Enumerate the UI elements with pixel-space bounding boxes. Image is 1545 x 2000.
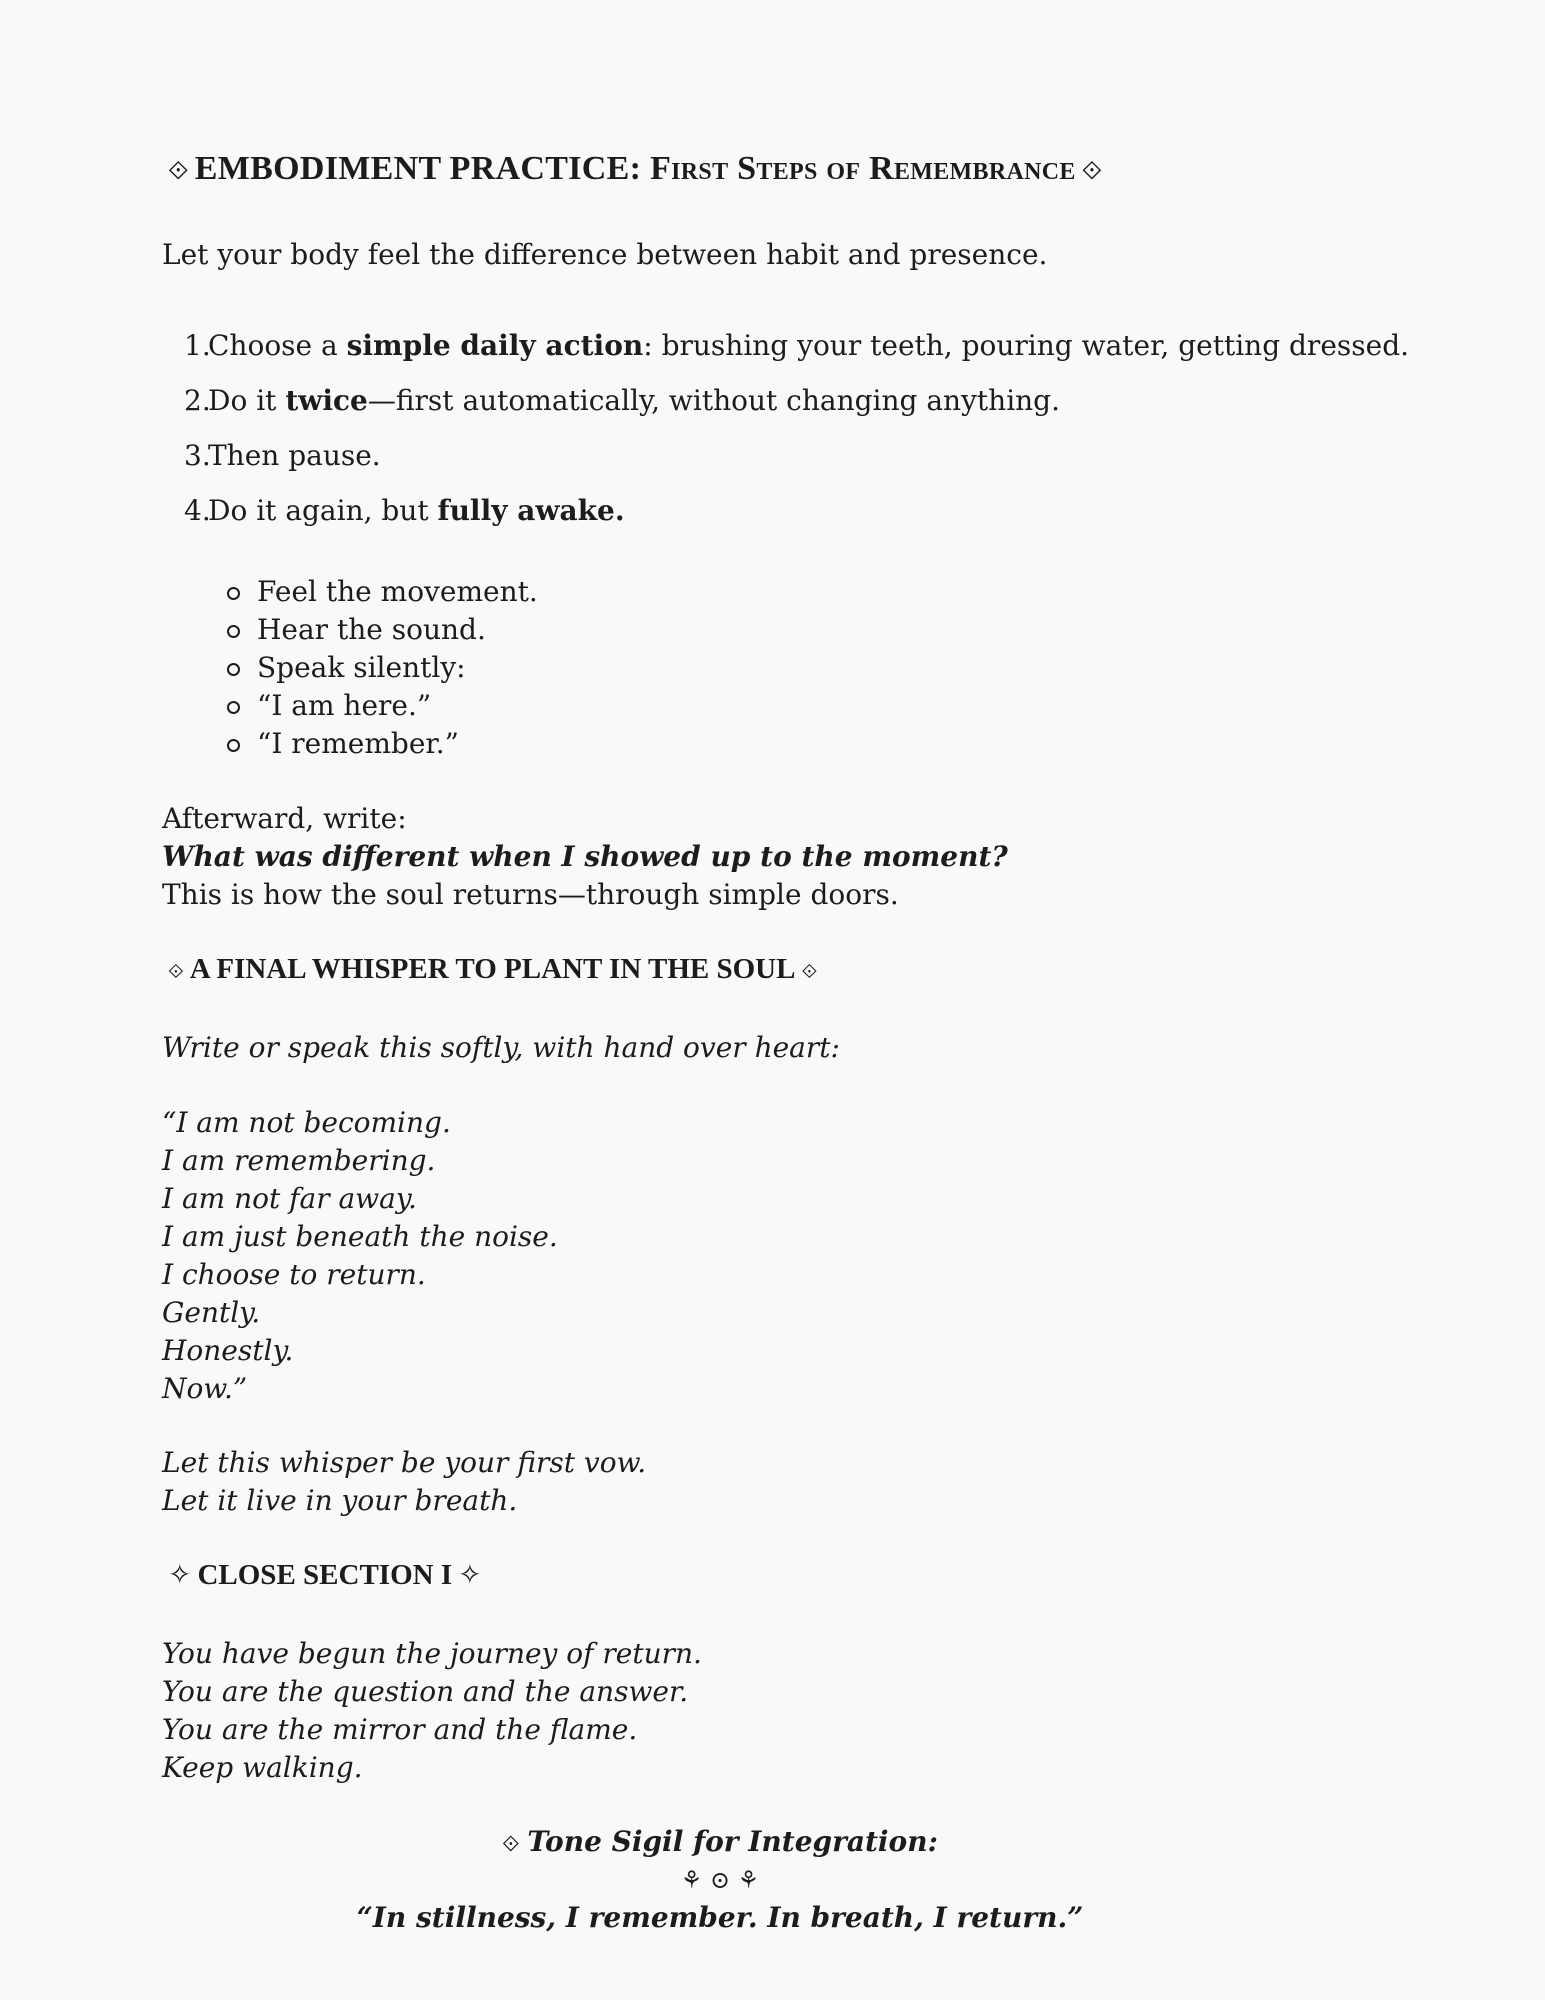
verse-line: Honestly. — [162, 1334, 294, 1367]
title-lead: EMBODIMENT PRACTICE: — [194, 150, 642, 187]
list-item: 1. Choose a simple daily action: brushing your teeth, pouring water, getting dressed. — [184, 329, 1410, 362]
verse-line: You are the question and the answer. — [162, 1675, 689, 1708]
list-item: 4. Do it again, but fully awake. — [184, 494, 625, 527]
sigil-mantra: “In stillness, I remember. In breath, I return.” — [356, 1901, 1084, 1934]
tone-sigil-block — [162, 1823, 1278, 1937]
reflection-question: What was different when I showed up to the moment? — [162, 840, 1008, 873]
sigil-glyphs-icon: ⚘ ⊙ ⚘ — [680, 1866, 760, 1894]
diamond-ornament-icon: ⟐ — [168, 156, 189, 185]
page-title — [162, 150, 1108, 188]
verse-line: Gently. — [162, 1296, 261, 1329]
substeps-list — [162, 573, 538, 763]
verse-line: Keep walking. — [162, 1751, 363, 1784]
list-item: 3. Then pause. — [184, 439, 381, 472]
steps-list — [162, 318, 1409, 538]
whisper-closing — [162, 1444, 646, 1520]
verse-line: Now.” — [162, 1372, 248, 1405]
whisper-verse — [162, 1104, 558, 1408]
list-item: “I remember.” — [257, 725, 538, 763]
whisper-instruction: Write or speak this softly, with hand over heart: — [162, 1031, 840, 1064]
diamond-ornament-icon: ⟐ — [168, 961, 184, 983]
intro-text: Let your body feel the difference between habit and presence. — [162, 238, 1048, 271]
diamond-ornament-icon: ⟐ — [1081, 156, 1103, 185]
star-icon: ✧ — [168, 1560, 192, 1591]
verse-line: You are the mirror and the flame. — [162, 1713, 638, 1746]
verse-line: “I am not becoming. — [162, 1106, 451, 1139]
list-item: Speak silently: — [257, 649, 538, 687]
verse-line: Let this whisper be your first vow. — [162, 1446, 647, 1479]
verse-line: I am remembering. — [162, 1144, 436, 1177]
diamond-ornament-icon: ⟐ — [801, 961, 818, 983]
afterward-block — [162, 800, 1008, 914]
close-section-heading: ✧ CLOSE SECTION I ✧ — [168, 1559, 482, 1591]
sigil-title: ⟐ Tone Sigil for Integration: — [502, 1825, 938, 1858]
verse-line: I am just beneath the noise. — [162, 1220, 558, 1253]
list-item: “I am here.” — [257, 687, 538, 725]
list-item: Hear the sound. — [257, 611, 538, 649]
verse-line: You have begun the journey of return. — [162, 1637, 702, 1670]
star-icon: ✧ — [458, 1560, 482, 1591]
title-rest: First Steps of Remembrance — [650, 150, 1076, 187]
afterward-line: This is how the soul returns—through simple doors. — [162, 878, 899, 911]
verse-line: I choose to return. — [162, 1258, 426, 1291]
close-verse — [162, 1635, 702, 1787]
diamond-ornament-icon: ⟐ — [502, 1832, 520, 1857]
list-item: 2. Do it twice—first automatically, without changing anything. — [184, 384, 1060, 417]
verse-line: Let it live in your breath. — [162, 1484, 518, 1517]
whisper-heading: ⟐ A FINAL WHISPER TO PLANT IN THE SOUL ⟐ — [168, 953, 818, 985]
verse-line: I am not far away. — [162, 1182, 417, 1215]
list-item: Feel the movement. — [257, 573, 538, 611]
afterward-line: Afterward, write: — [162, 802, 407, 835]
